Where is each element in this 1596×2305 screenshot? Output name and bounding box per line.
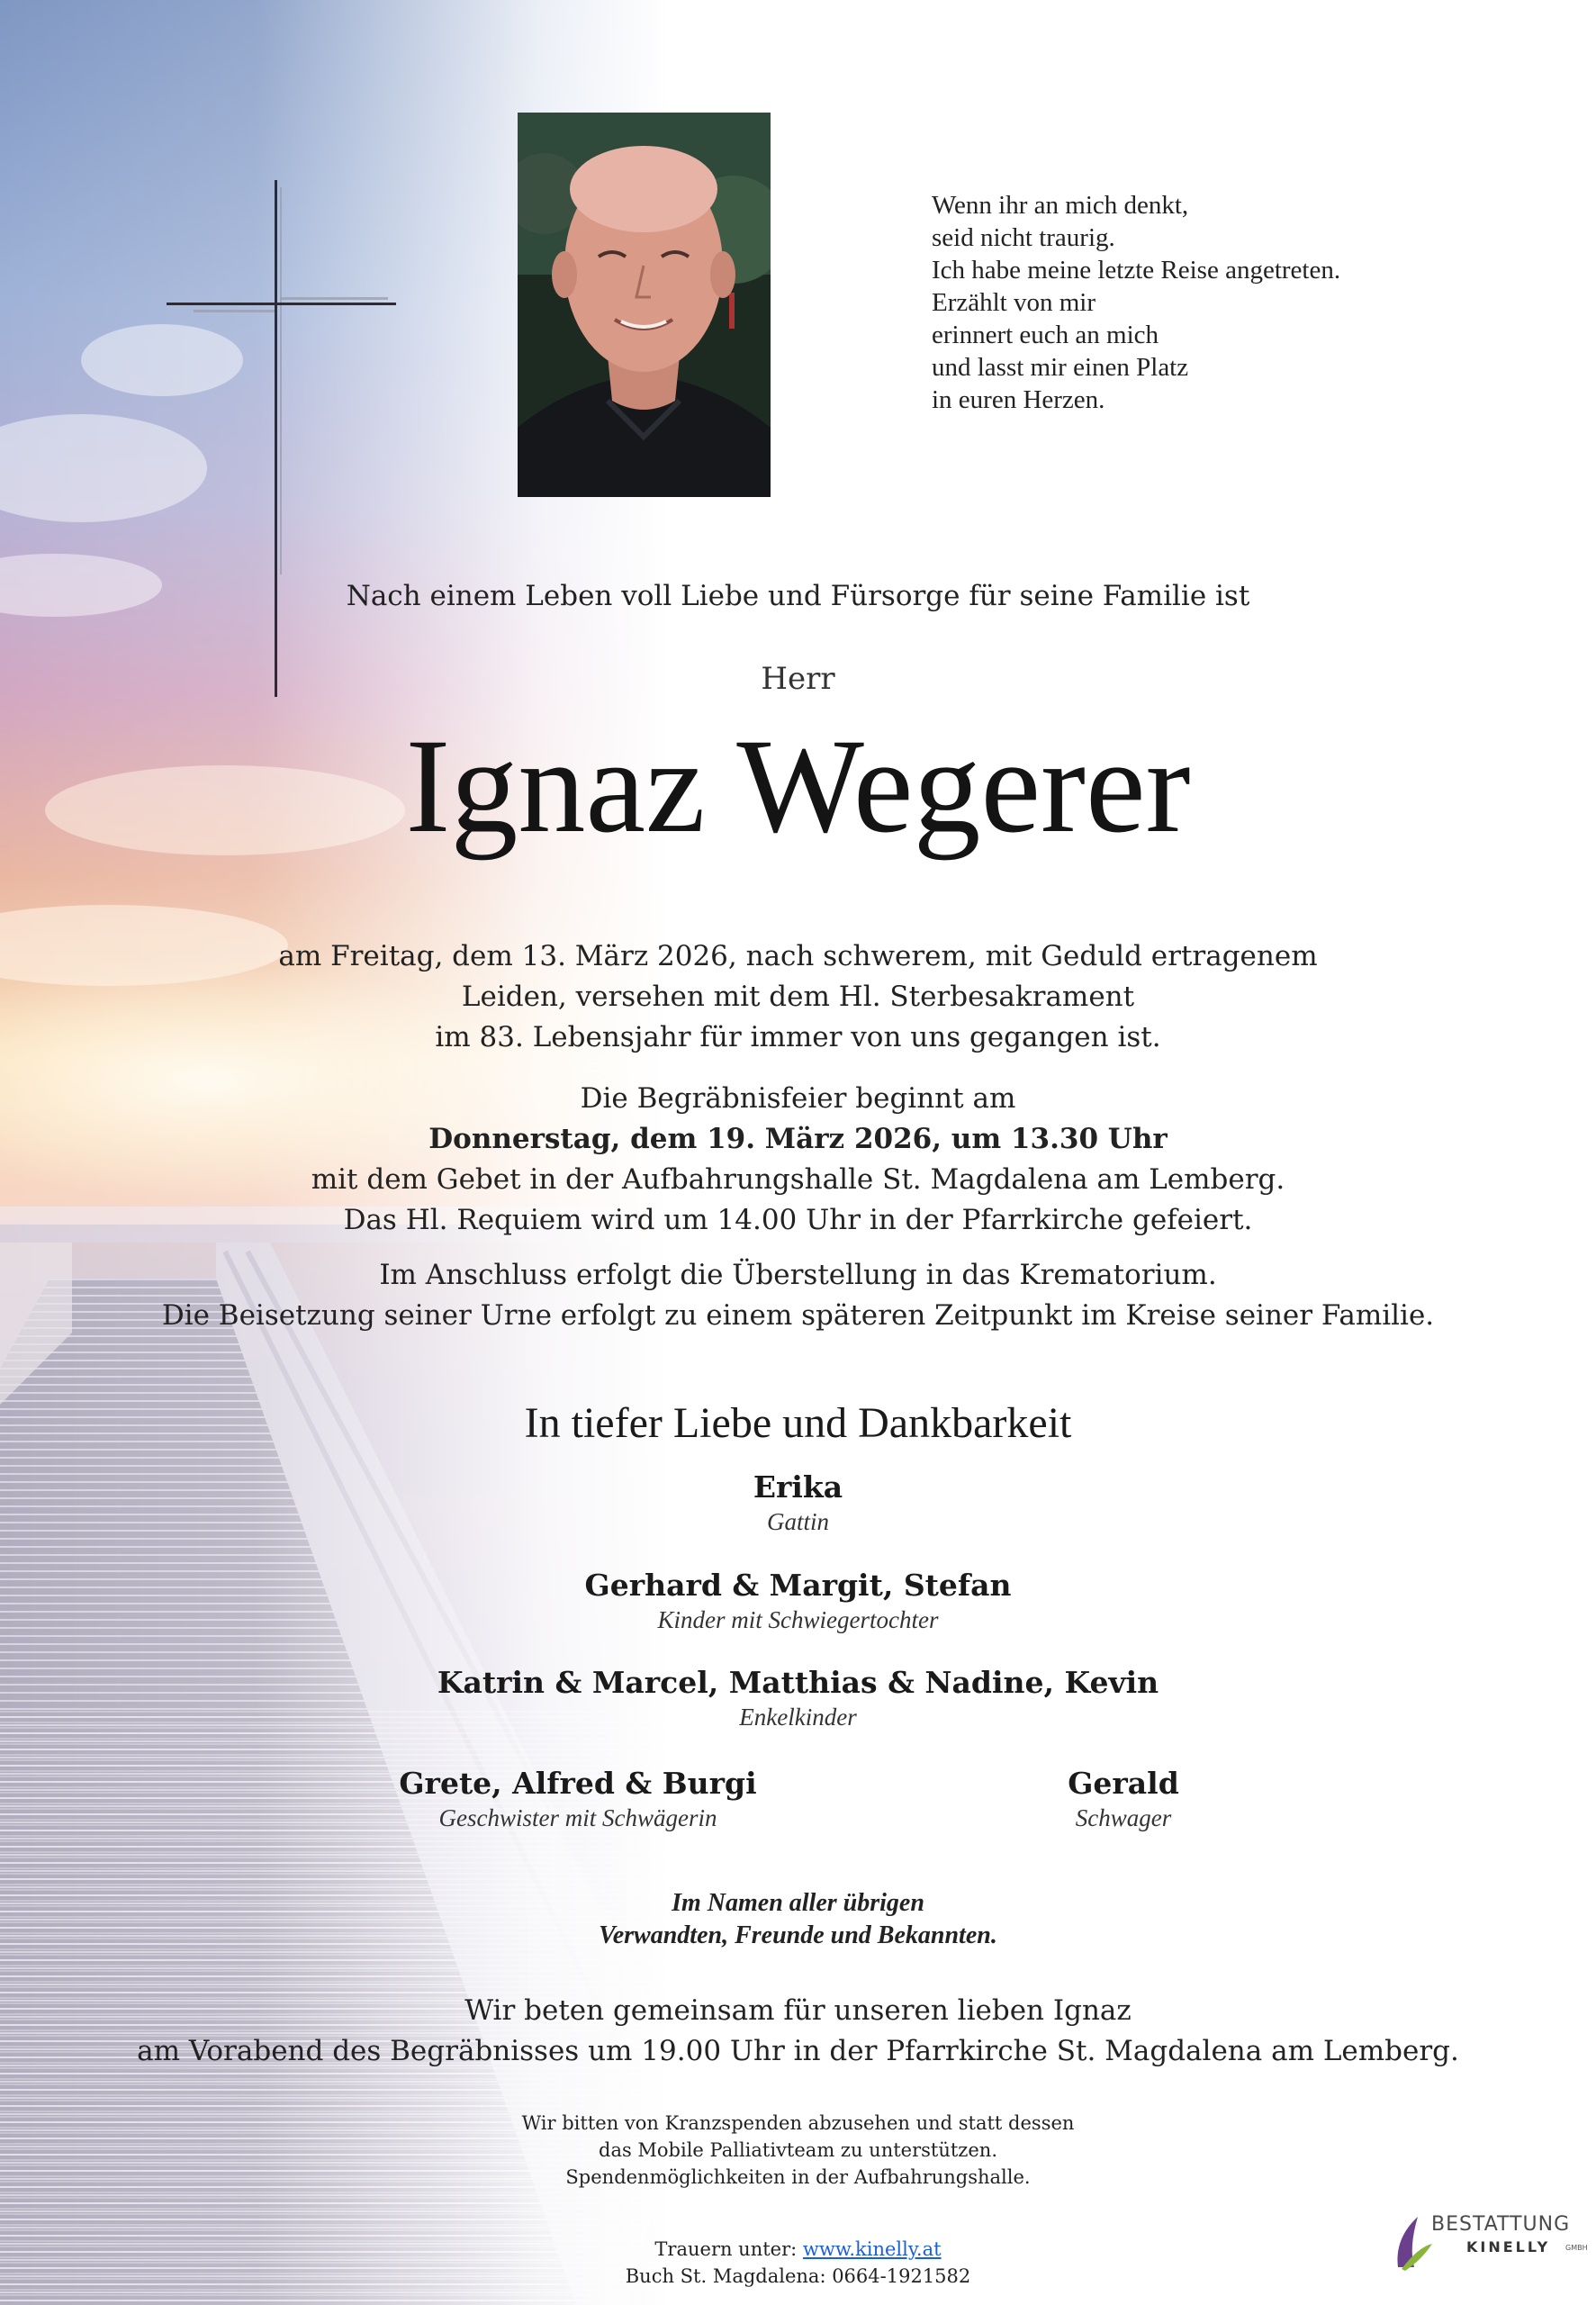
mourner-name: Grete, Alfred & Burgi — [399, 1766, 757, 1801]
poem-line: seid nicht traurig. — [932, 223, 1115, 252]
death-notice — [0, 936, 1596, 1058]
mourner-siblings — [308, 1766, 848, 1832]
poem-line: Wenn ihr an mich denkt, — [932, 191, 1189, 220]
logo-line2: KINELLY — [1466, 2238, 1551, 2255]
thanks-heading: In tiefer Liebe und Dankbarkeit — [524, 1399, 1072, 1447]
funeral-line: Das Hl. Requiem wird um 14.00 Uhr in der Pfarrkirche gefeiert. — [343, 1204, 1253, 1236]
leaf-icon — [1391, 2211, 1436, 2274]
cremation-line: Die Beisetzung seiner Urne erfolgt zu einem späteren Zeitpunkt im Kreise seiner Familie. — [161, 1299, 1435, 1332]
death-line: am Freitag, dem 13. März 2026, nach schwerem, mit Geduld ertragenem — [278, 940, 1318, 972]
portrait-photo — [518, 113, 771, 497]
logo-line1: BESTATTUNG — [1431, 2213, 1571, 2236]
donation-request — [0, 2110, 1596, 2191]
prayer-line: Wir beten gemeinsam für unseren lieben Ignaz — [464, 1994, 1132, 2027]
funeral-home-logo — [1391, 2211, 1588, 2274]
poem-line: in euren Herzen. — [932, 385, 1105, 414]
mourner-role: Kinder mit Schwiegertochter — [657, 1606, 939, 1633]
prayer-info — [0, 1991, 1596, 2072]
mourner-name: Katrin & Marcel, Matthias & Nadine, Kevin — [437, 1665, 1159, 1700]
prayer-line: am Vorabend des Begräbnisses um 19.00 Uhr in der Pfarrkirche St. Magdalena am Lemberg. — [137, 2035, 1459, 2067]
death-line: Leiden, versehen mit dem Hl. Sterbesakrament — [461, 981, 1135, 1013]
mourner-role: Schwager — [1075, 1804, 1172, 1831]
cremation-line: Im Anschluss erfolgt die Überstellung in das Krematorium. — [379, 1259, 1217, 1291]
funeral-line: mit dem Gebet in der Aufbahrungshalle St. Magdalena am Lemberg. — [311, 1163, 1285, 1196]
mourner-role: Geschwister mit Schwägerin — [438, 1804, 717, 1831]
mourner-grandchildren — [0, 1665, 1596, 1731]
poem-line: und lasst mir einen Platz — [932, 353, 1189, 382]
poem-line: Ich habe meine letzte Reise angetreten. — [932, 256, 1341, 285]
funeral-line: Die Begräbnisfeier beginnt am — [580, 1082, 1016, 1115]
contact-info — [0, 2236, 1596, 2290]
mourn-online — [0, 2236, 1596, 2263]
mourner-role: Enkelkinder — [739, 1704, 857, 1731]
funeral-info — [0, 1079, 1596, 1241]
mourner-erika — [0, 1469, 1596, 1536]
poem-line: erinnert euch an mich — [932, 321, 1159, 349]
death-line: im 83. Lebensjahr für immer von uns gegangen ist. — [435, 1021, 1161, 1053]
remaining-line: Im Namen aller übrigen — [672, 1889, 924, 1917]
poem-line: Erzählt von mir — [932, 288, 1096, 317]
donation-line: das Mobile Palliativteam zu unterstützen. — [599, 2139, 997, 2161]
mourn-label: Trauern unter: — [654, 2238, 798, 2260]
cross-icon — [167, 180, 401, 702]
poem — [932, 189, 1340, 416]
mourner-name: Erika — [753, 1469, 843, 1505]
honorific: Herr — [761, 661, 835, 697]
mourner-brother-in-law — [853, 1766, 1393, 1832]
remaining-line: Verwandten, Freunde und Bekannten. — [599, 1921, 997, 1949]
mourner-name: Gerald — [1068, 1766, 1179, 1801]
donation-line: Wir bitten von Kranzspenden abzusehen und statt dessen — [521, 2112, 1075, 2134]
phone-line: Buch St. Magdalena: 0664-1921582 — [625, 2265, 971, 2287]
remaining-relatives — [0, 1887, 1596, 1952]
logo-suffix: GMBH — [1565, 2244, 1588, 2252]
mourner-name: Gerhard & Margit, Stefan — [584, 1568, 1012, 1603]
donation-line: Spendenmöglichkeiten in der Aufbahrungshalle. — [565, 2166, 1031, 2188]
mourner-children — [0, 1568, 1596, 1634]
cremation-info — [0, 1255, 1596, 1336]
mourner-role: Gattin — [766, 1508, 829, 1535]
intro-text: Nach einem Leben voll Liebe und Fürsorge für seine Familie ist — [346, 580, 1250, 612]
deceased-name: Ignaz Wegerer — [405, 711, 1191, 861]
funeral-date: Donnerstag, dem 19. März 2026, um 13.30 Uhr — [428, 1123, 1168, 1155]
kinelly-link[interactable]: www.kinelly.at — [802, 2238, 942, 2260]
